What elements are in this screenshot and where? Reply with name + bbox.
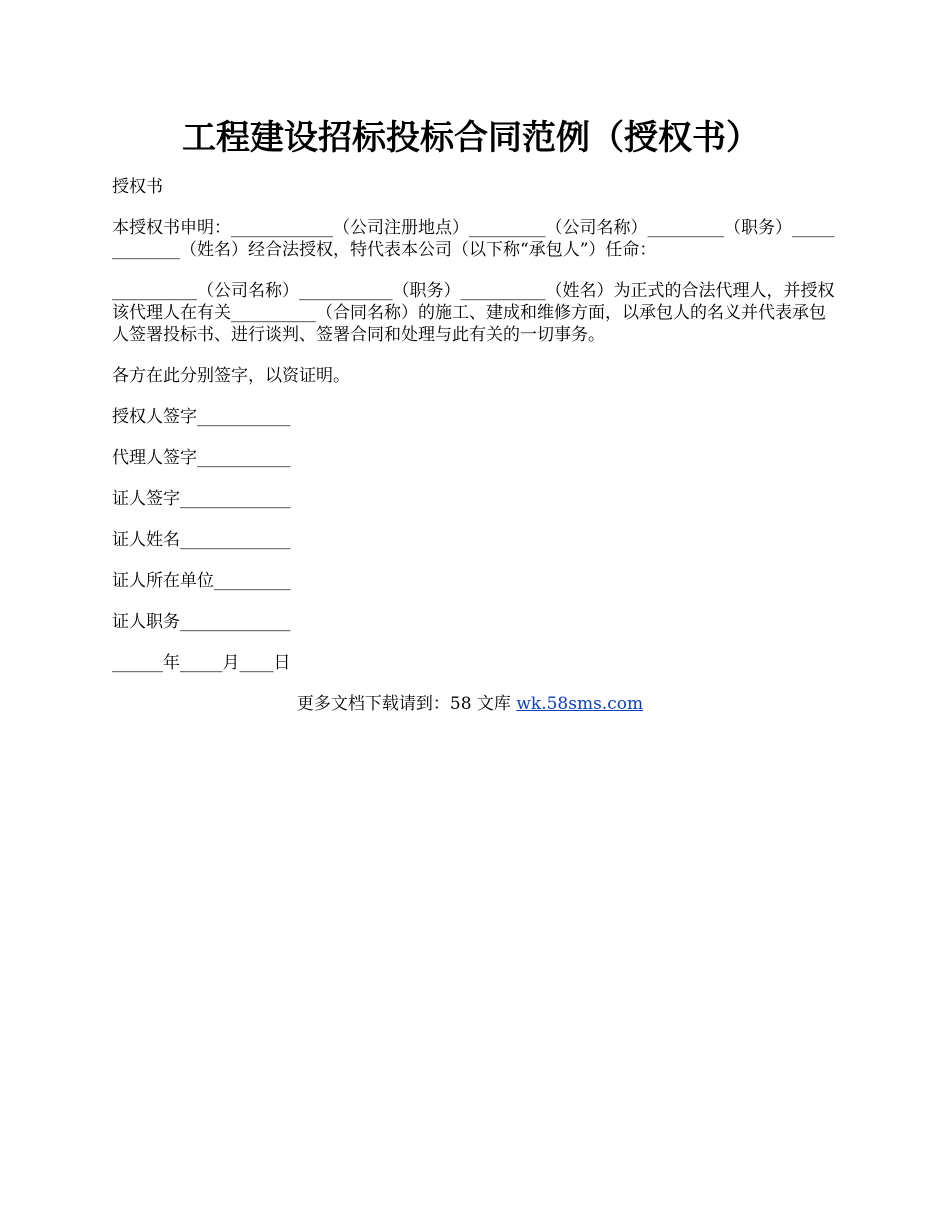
paragraph-witness-statement: 各方在此分别签字，以资证明。 [112,366,350,386]
witness-unit-line: 证人所在单位_________ [112,571,291,591]
document-heading: 授权书 [112,177,163,197]
witness-signature-line: 证人签字_____________ [112,489,291,509]
footer-prefix: 更多文档下载请到：58 文库 [296,694,517,714]
paragraph-declaration: 本授权书申明：____________（公司注册地点）_________（公司名称）_________（职务）_____________（姓名）经合法授权，特代表本公司（以下称“承包人”）任命： [112,218,835,260]
document-page [112,110,840,715]
document-title: 工程建设招标投标合同范例（授权书） [182,118,760,158]
witness-name-line: 证人姓名_____________ [112,530,291,550]
witness-position-line: 证人职务_____________ [112,612,291,632]
authorizer-signature-line: 授权人签字___________ [112,407,291,427]
paragraph-authorization: __________（公司名称）___________（职务）__________（姓名）为正式的合法代理人，并授权该代理人在有关__________（合同名称）的施工、建成和维修方面，以承包人的名义并代表承包人签署投标书、进行谈判、签署合同和处理与此有关的一切事务。 [112,281,835,345]
date-line: ______年_____月____日 [112,653,291,673]
agent-signature-line: 代理人签字___________ [112,448,291,468]
footer [100,693,840,715]
footer-link[interactable]: wk.58sms.com [516,694,644,714]
